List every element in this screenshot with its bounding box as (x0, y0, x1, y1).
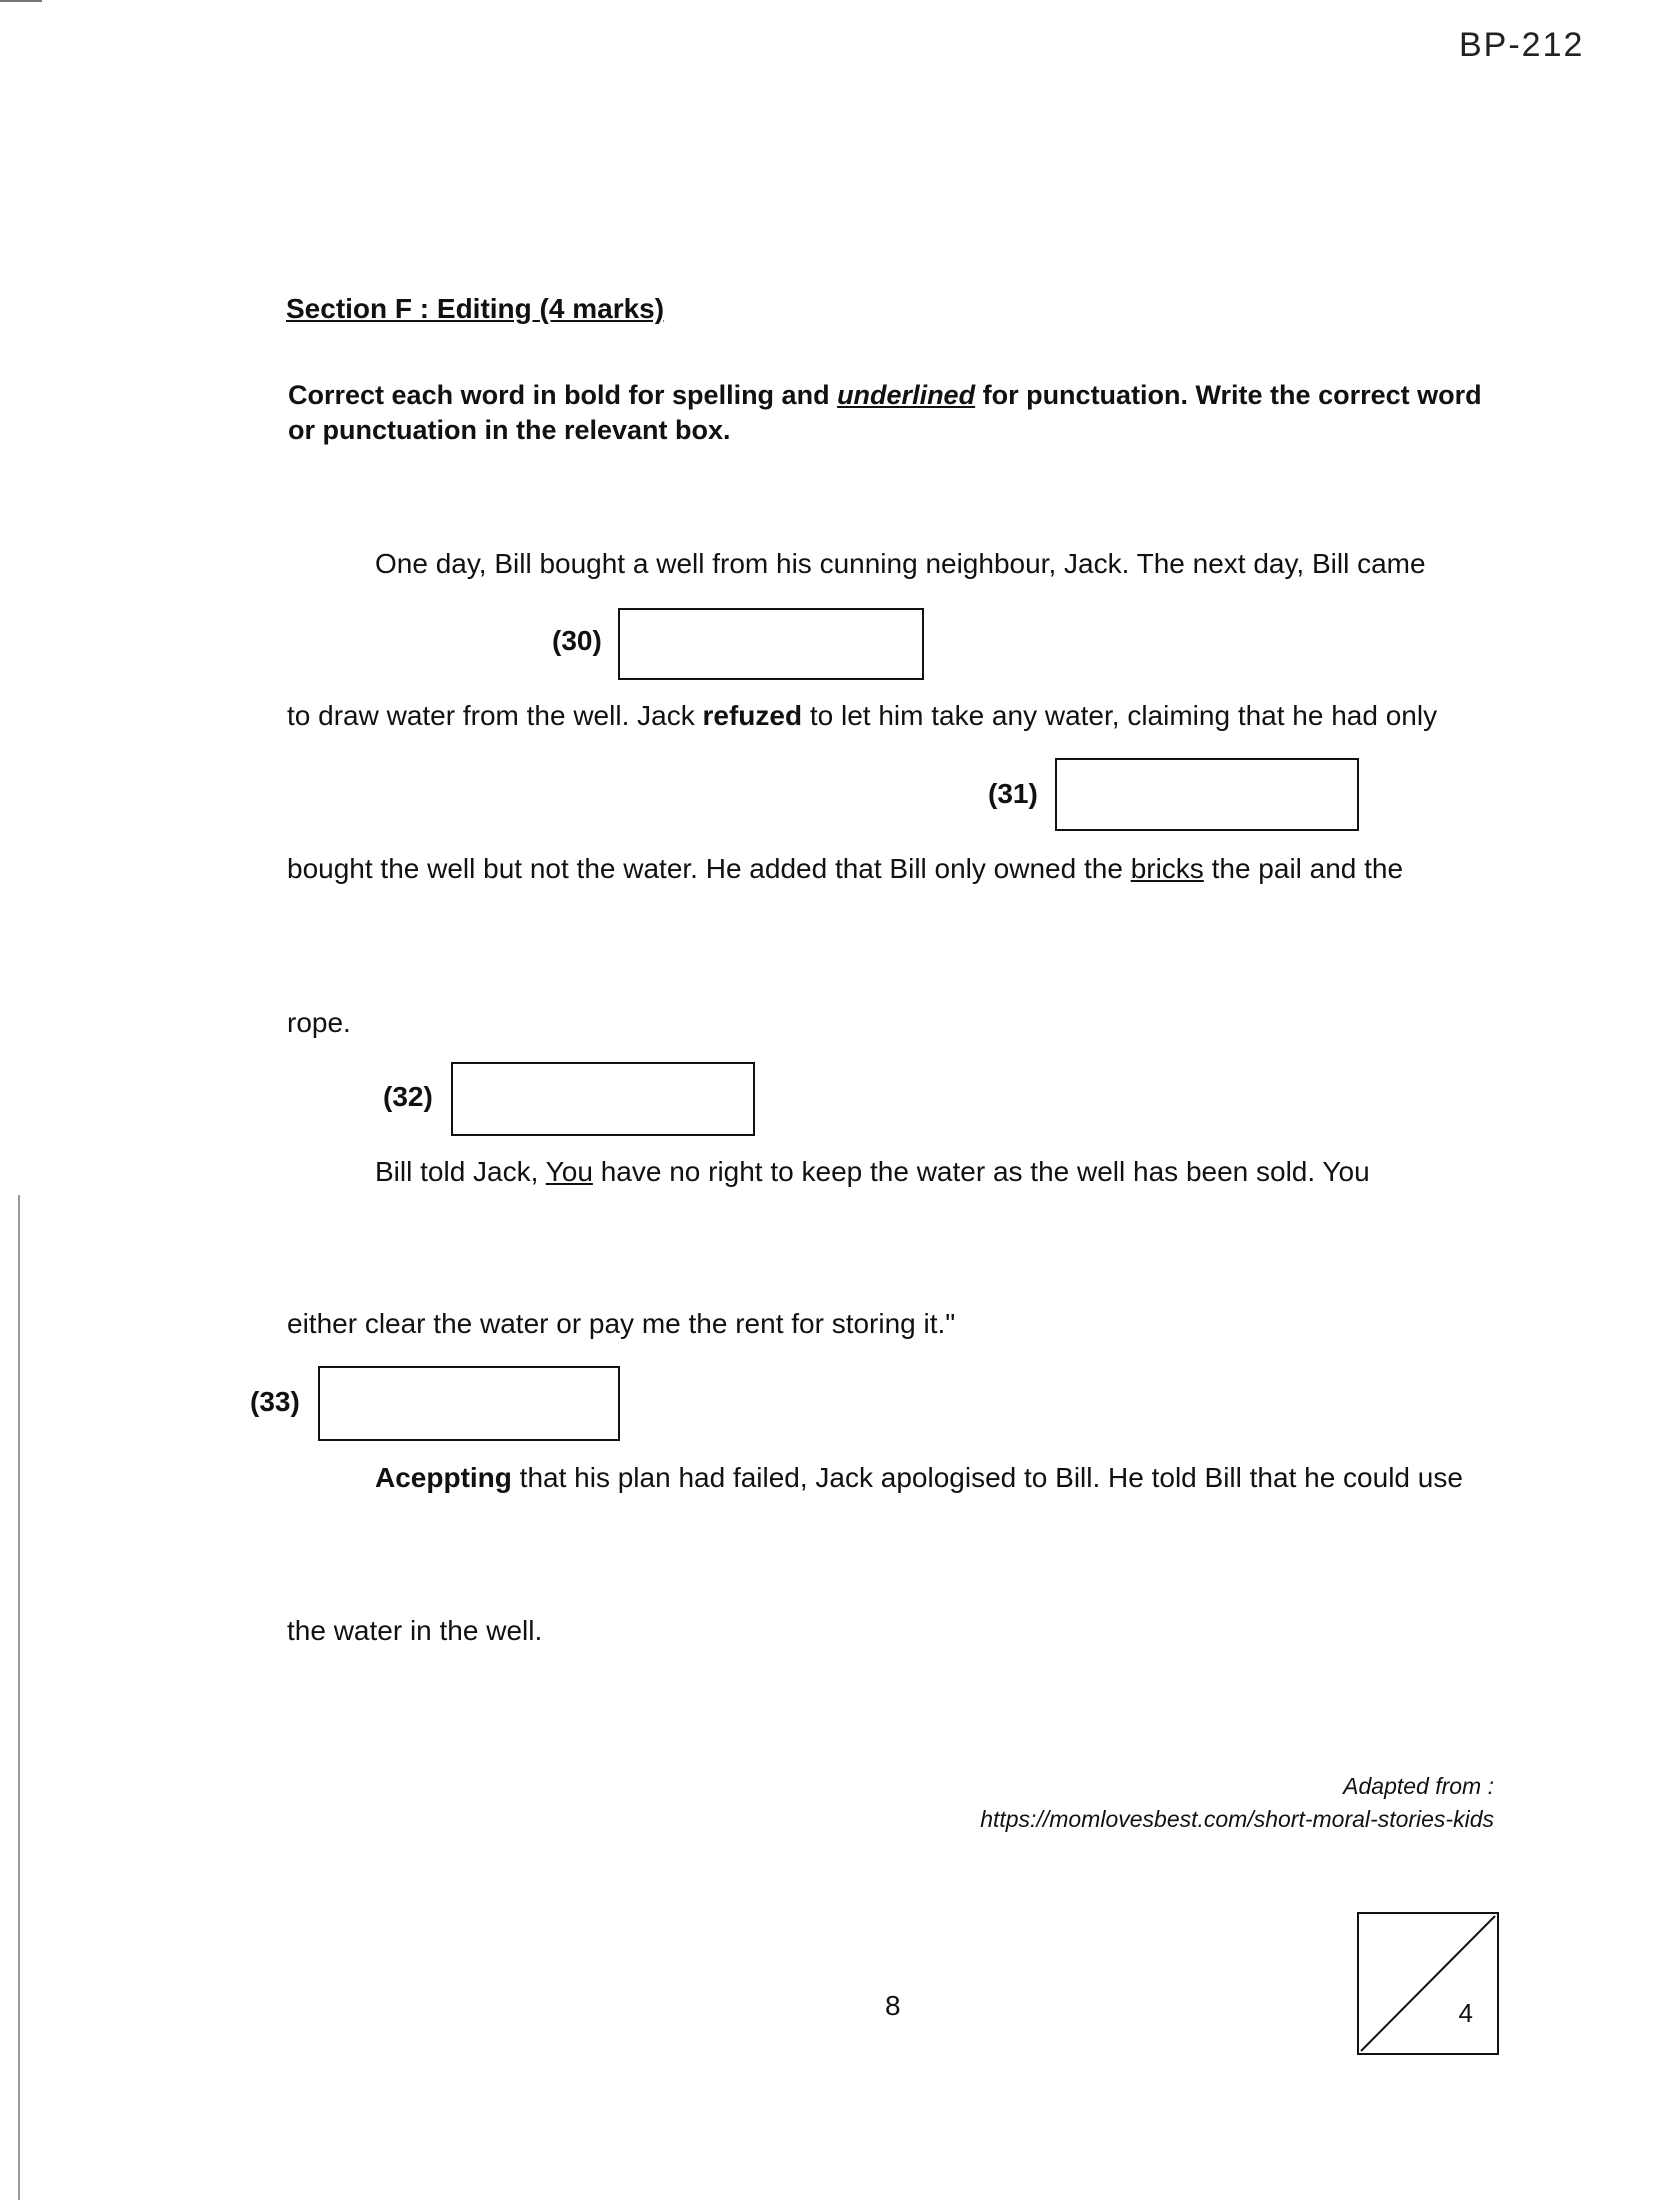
passage-line (287, 853, 1403, 885)
paper-code: BP-212 (1459, 26, 1585, 64)
source-url: https://momlovesbest.com/short-moral-stories-kids (980, 1806, 1494, 1832)
passage-line (375, 1462, 1463, 1494)
passage-line (287, 700, 1437, 732)
question-label-32: (32) (383, 1081, 433, 1112)
passage-text: to let him take any water, claiming that he had only (802, 700, 1438, 731)
passage-text: the pail and the (1203, 853, 1404, 884)
bold-error-word: Aceppting (375, 1462, 512, 1493)
answer-box-31[interactable] (1055, 758, 1359, 831)
scan-margin-line (18, 1195, 20, 2200)
passage-line: the water in the well. (287, 1615, 543, 1646)
marks-box (1357, 1912, 1499, 2055)
section-title: Section F : Editing (4 marks) (286, 293, 665, 324)
instruction-text: for punctuation. Write the correct word or punctuation in the relevant box. (288, 380, 1482, 445)
answer-box-30[interactable] (618, 608, 924, 680)
passage-text: that his plan had failed, Jack apologised to Bill. He told Bill that he could use (511, 1462, 1463, 1493)
passage-line (375, 1156, 1370, 1188)
bold-error-word: refuzed (702, 700, 803, 731)
total-marks: 4 (1458, 1998, 1473, 2028)
instruction-text: Correct each word in bold for spelling and (288, 380, 838, 410)
passage-line: rope. (287, 1007, 351, 1038)
source-citation (980, 1770, 1494, 1836)
page-number: 8 (885, 1990, 901, 2021)
instructions (288, 378, 1508, 448)
source-label: Adapted from : (1343, 1773, 1494, 1799)
underlined-error-word: bricks (1130, 853, 1204, 884)
question-label-31: (31) (988, 778, 1038, 809)
instruction-underlined-word: underlined (837, 380, 976, 410)
question-label-30: (30) (552, 625, 602, 656)
passage-line: either clear the water or pay me the rent for storing it." (287, 1308, 956, 1339)
passage-text: have no right to keep the water as the well has been sold. You (592, 1156, 1370, 1187)
marks-diagonal (1359, 1914, 1497, 2053)
answer-box-32[interactable] (451, 1062, 755, 1136)
scan-mark (0, 0, 42, 2)
passage-text: Bill told Jack, (375, 1156, 546, 1187)
question-label-33: (33) (250, 1386, 300, 1417)
passage-text: bought the well but not the water. He added that Bill only owned the (287, 853, 1131, 884)
passage-text: to draw water from the well. Jack (287, 700, 703, 731)
answer-box-33[interactable] (318, 1366, 620, 1441)
underlined-error-word: You (545, 1156, 593, 1187)
passage-line: One day, Bill bought a well from his cunning neighbour, Jack. The next day, Bill came (375, 548, 1426, 579)
